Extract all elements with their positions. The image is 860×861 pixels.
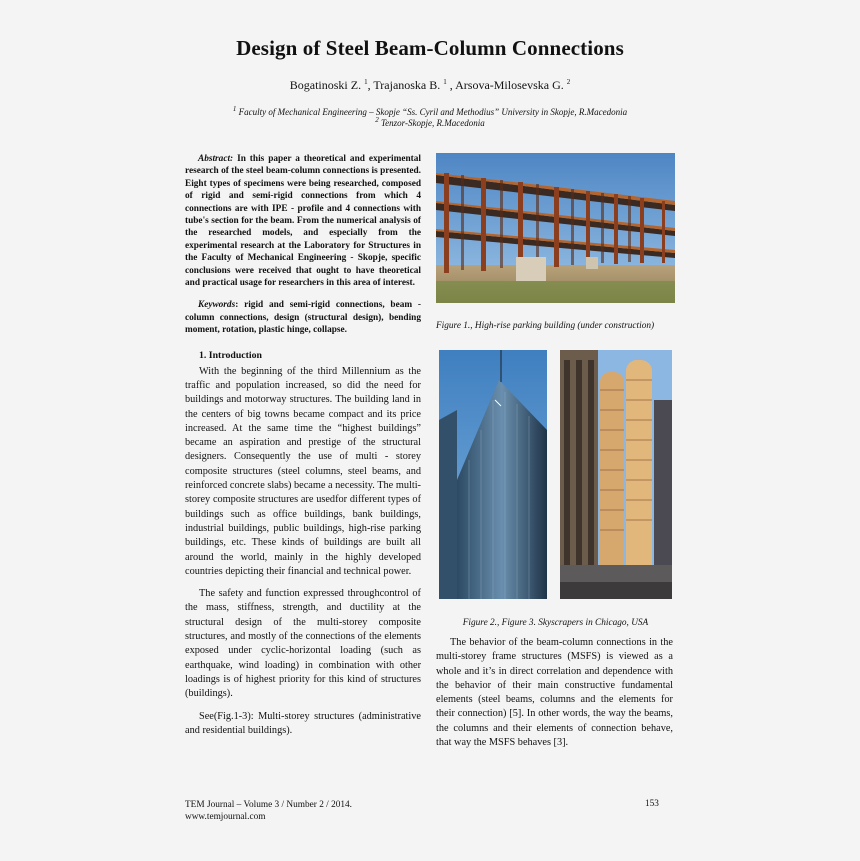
author-name: Trajanoska B. — [373, 78, 441, 92]
author-affil-mark: 1 — [443, 78, 447, 86]
chicago-towers-illustration — [560, 350, 672, 599]
right-column-text — [436, 636, 673, 758]
skyscraper-illustration — [439, 350, 547, 599]
author-affil-mark: 1 — [364, 78, 368, 86]
footer-url[interactable]: www.temjournal.com — [185, 812, 266, 822]
body-paragraph: With the beginning of the third Millennium as the traffic and population increased, so did the need for buildings and motorway structures. The building land in the centers of big towns became compact and its price increased. At the same time the “highest buildings” became an aspiration and prestige of the structural designers. Consequently the use of multi - storey composite structures (steel columns, steel beams, and reinforced concrete slabs) became a necessity. The multi-storey composite structures are usedfor different types of buildings such as office buildings, bank buildings, industrial buildings, public buildings, high-rise parking buildings, etc. These kinds of buildings are built all around the world, mainly in the highly developed countries depicting their financial and technical power. — [185, 365, 421, 577]
keywords — [185, 299, 421, 336]
keywords-text: : rigid and semi-rigid connections, beam - column connections, design (structural design), bending moment, rotation, plastic hinge, collapse. — [185, 300, 421, 336]
paper-title: Design of Steel Beam-Column Connections — [236, 36, 624, 60]
affiliation-mark: 2 — [375, 116, 379, 124]
affiliation-mark: 1 — [232, 105, 237, 113]
body-paragraph: The behavior of the beam-column connections in the multi-storey frame structures (MSFS) is viewed as a whole and it’s in direct correlation and dependence with the behavior of their main constructive fundamental elements (steel beams, columns and the elements for their connection) [5]. In other words, the way the beams, the columns and their elements of connection behave, that way the MSFS behaves [3]. — [436, 637, 673, 749]
body-paragraph: See(Fig.1-3): Multi-storey structures (administrative and residential buildings). — [185, 710, 421, 736]
figure-2-photo — [439, 350, 547, 599]
figure-2-3-caption: Figure 2., Figure 3. Skyscrapers in Chicago, USA — [462, 618, 649, 628]
left-column — [185, 153, 421, 746]
author-name: Bogatinoski Z. — [289, 78, 362, 92]
affiliation-2 — [0, 118, 860, 128]
parking-building-illustration — [436, 153, 675, 303]
page-number: 153 — [645, 799, 659, 809]
abstract-text: In this paper a theoretical and experimental research of the steel beam-column connections is presented. Eight types of specimens were being researched, composed of rigid and semi-rigid connections from which 4 connections are with IPE - profile and 4 connections with tube's section for the beam. From the numerical analysis of the researched models, and especially from the experimental research at the Laboratory for Structures in the Faculty of Mechanical Engineering - Skopje, specific conclusions were received that ought to have theoretical and practical usage for researchers in this area of interest. — [185, 154, 422, 289]
page-footer — [185, 799, 352, 823]
body-paragraph: The safety and function expressed throughcontrol of the mass, stiffness, strength, and ductility at the structural design of the multi-storey composite structures, and mostly of the connections of the elements exposed under cyclic-horizontal loading (such as earthquake, wind loading) in combination with other loadings is of highest priority for this kind of structures (buildings). — [185, 588, 421, 700]
abstract — [185, 153, 421, 289]
keywords-label: Keywords — [198, 300, 236, 311]
author-affil-mark: 2 — [566, 78, 571, 86]
abstract-label: Abstract: — [198, 154, 234, 164]
affiliation-text: Tenzor-Skopje, R.Macedonia — [381, 118, 485, 128]
figure-1-caption: Figure 1., High-rise parking building (under construction) — [436, 321, 655, 331]
affiliation-text: Faculty of Mechanical Engineering – Skopje “Ss. Cyril and Methodius” University in Skopje, R.Macedonia — [238, 107, 628, 117]
author-list: Bogatinoski Z. $^1$, Trajanoska B. $^1$ , Arsova-Milosevska G. $^2$ — [289, 78, 571, 92]
figure-3-photo — [560, 350, 672, 599]
affiliation-1 — [0, 107, 860, 117]
figure-1-photo — [436, 153, 675, 303]
section-heading: 1. Introduction — [199, 349, 262, 361]
author-name: Arsova-Milosevska G. — [455, 78, 564, 92]
footer-journal: TEM Journal – Volume 3 / Number 2 / 2014. — [185, 800, 352, 810]
